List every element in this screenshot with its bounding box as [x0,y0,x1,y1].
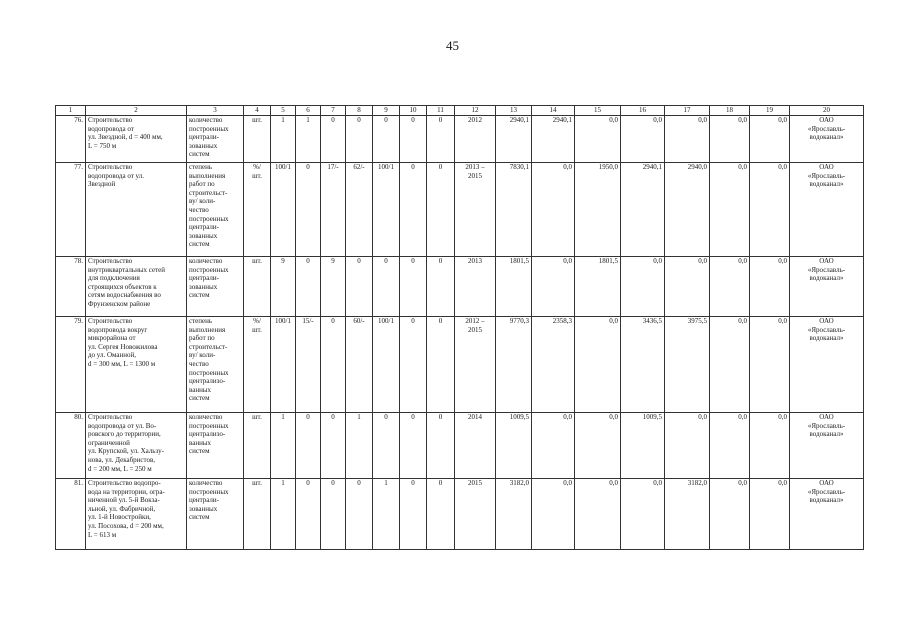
amount-15-cell: 0,0 [575,116,621,163]
value-11-cell: 0 [427,116,455,163]
value-10-cell: 0 [400,116,427,163]
value-6-cell: 0 [296,257,321,317]
column-number-cell: 17 [665,106,710,116]
value-6-cell: 1 [296,116,321,163]
indicator-name-cell: количество построенных централизо- ванных систем [187,413,244,479]
value-9-cell: 0 [373,257,400,317]
value-7-cell: 0 [321,479,346,550]
value-10-cell: 0 [400,479,427,550]
amount-total-cell: 2940,1 [496,116,532,163]
measure-name-cell: Строительство водопровода вокруг микрорайона от ул. Сергея Новожилова до ул. Оманной, d = 300 мм, L = 1300 м [86,317,187,413]
table-body [56,106,864,550]
value-5-cell: 9 [271,257,296,317]
column-number-cell: 9 [373,106,400,116]
period-cell: 2014 [455,413,496,479]
indicator-name-cell: степень выполнения работ по строительст- ву/ коли- чество построенных централи- зованных систем [187,163,244,257]
period-cell: 2013 [455,257,496,317]
column-number-cell: 16 [621,106,665,116]
amount-19-cell: 0,0 [750,163,790,257]
unit-cell: шт. [244,116,271,163]
amount-14-cell: 2940,1 [532,116,575,163]
amount-14-cell: 2358,3 [532,317,575,413]
measure-name-cell: Строительство водопро- вода на территории, огра- ниченной ул. 5-й Вокза- льной, ул. Фабричной, ул. 1-й Новостройки, ул. Посохова, d = 200 мм, L = 613 м [86,479,187,550]
amount-19-cell: 0,0 [750,413,790,479]
measure-name-cell: Строительство водопровода от ул. Звездной [86,163,187,257]
value-9-cell: 1 [373,479,400,550]
row-number-cell: 76. [56,116,86,163]
value-9-cell: 100/1 [373,163,400,257]
amount-16-cell: 2940,1 [621,163,665,257]
value-7-cell: 0 [321,116,346,163]
amount-19-cell: 0,0 [750,317,790,413]
column-number-cell: 5 [271,106,296,116]
indicator-name-cell: количество построенных централи- зованных систем [187,257,244,317]
column-number-cell: 7 [321,106,346,116]
value-5-cell: 100/1 [271,317,296,413]
amount-14-cell: 0,0 [532,479,575,550]
table-row [56,413,864,479]
amount-18-cell: 0,0 [710,317,750,413]
value-6-cell: 15/- [296,317,321,413]
column-number-cell: 4 [244,106,271,116]
measure-name-cell: Строительство внутриквартальных сетей для подключения строящихся объектов к сетям водоснабжения во Фрунзенском районе [86,257,187,317]
value-6-cell: 0 [296,163,321,257]
unit-cell: шт. [244,257,271,317]
value-10-cell: 0 [400,257,427,317]
amount-18-cell: 0,0 [710,479,750,550]
amount-18-cell: 0,0 [710,257,750,317]
value-5-cell: 1 [271,413,296,479]
amount-17-cell: 0,0 [665,257,710,317]
amount-15-cell: 0,0 [575,317,621,413]
table-row [56,479,864,550]
value-8-cell: 0 [346,257,373,317]
row-number-cell: 81. [56,479,86,550]
executor-cell: ОАО «Ярославль- водоканал» [790,413,864,479]
amount-15-cell: 1801,5 [575,257,621,317]
value-9-cell: 0 [373,413,400,479]
amount-total-cell: 9770,3 [496,317,532,413]
unit-cell: %/ шт. [244,163,271,257]
executor-cell: ОАО «Ярославль- водоканал» [790,257,864,317]
table-row [56,116,864,163]
period-cell: 2012 – 2015 [455,317,496,413]
value-9-cell: 100/1 [373,317,400,413]
value-10-cell: 0 [400,317,427,413]
amount-17-cell: 3975,5 [665,317,710,413]
value-7-cell: 0 [321,317,346,413]
period-cell: 2015 [455,479,496,550]
table-row [56,257,864,317]
amount-18-cell: 0,0 [710,413,750,479]
column-number-cell: 11 [427,106,455,116]
value-9-cell: 0 [373,116,400,163]
row-number-cell: 77. [56,163,86,257]
column-number-cell: 6 [296,106,321,116]
amount-17-cell: 0,0 [665,413,710,479]
amount-16-cell: 0,0 [621,257,665,317]
executor-cell: ОАО «Ярославль- водоканал» [790,479,864,550]
value-7-cell: 0 [321,413,346,479]
value-7-cell: 9 [321,257,346,317]
value-8-cell: 60/- [346,317,373,413]
measure-name-cell: Строительство водопровода от ул. Во- ровского до территории, ограниченной ул. Крупской, ул. Хальзу- нова, ул. Декабристов, d = 200 мм, L = 250 м [86,413,187,479]
indicator-name-cell: степень выполнения работ по строительст- ву/ коли- чество построенных централизо- ванных систем [187,317,244,413]
value-5-cell: 100/1 [271,163,296,257]
amount-19-cell: 0,0 [750,116,790,163]
page-number: 45 [446,38,459,53]
amount-18-cell: 0,0 [710,163,750,257]
column-number-cell: 15 [575,106,621,116]
measures-table [55,105,864,550]
value-8-cell: 0 [346,479,373,550]
column-number-cell: 19 [750,106,790,116]
column-number-cell: 12 [455,106,496,116]
column-number-row [56,106,864,116]
column-number-cell: 1 [56,106,86,116]
unit-cell: %/ шт. [244,317,271,413]
row-number-cell: 78. [56,257,86,317]
amount-total-cell: 7830,1 [496,163,532,257]
amount-14-cell: 0,0 [532,413,575,479]
amount-14-cell: 0,0 [532,257,575,317]
value-11-cell: 0 [427,479,455,550]
column-number-cell: 10 [400,106,427,116]
amount-19-cell: 0,0 [750,479,790,550]
value-11-cell: 0 [427,163,455,257]
amount-total-cell: 1009,5 [496,413,532,479]
amount-17-cell: 0,0 [665,116,710,163]
amount-15-cell: 1950,0 [575,163,621,257]
column-number-cell: 2 [86,106,187,116]
value-10-cell: 0 [400,413,427,479]
value-11-cell: 0 [427,413,455,479]
value-11-cell: 0 [427,257,455,317]
period-cell: 2012 [455,116,496,163]
column-number-cell: 13 [496,106,532,116]
column-number-cell: 14 [532,106,575,116]
value-10-cell: 0 [400,163,427,257]
amount-16-cell: 0,0 [621,116,665,163]
value-8-cell: 62/- [346,163,373,257]
value-11-cell: 0 [427,317,455,413]
table-row [56,317,864,413]
executor-cell: ОАО «Ярославль- водоканал» [790,163,864,257]
row-number-cell: 79. [56,317,86,413]
amount-17-cell: 2940,0 [665,163,710,257]
value-8-cell: 1 [346,413,373,479]
amount-total-cell: 1801,5 [496,257,532,317]
table-row [56,163,864,257]
amount-18-cell: 0,0 [710,116,750,163]
indicator-name-cell: количество построенных централи- зованных систем [187,479,244,550]
value-7-cell: 17/- [321,163,346,257]
value-6-cell: 0 [296,479,321,550]
value-5-cell: 1 [271,479,296,550]
measure-name-cell: Строительство водопровода от ул. Звездной, d = 400 мм, L = 750 м [86,116,187,163]
amount-14-cell: 0,0 [532,163,575,257]
amount-15-cell: 0,0 [575,479,621,550]
column-number-cell: 3 [187,106,244,116]
executor-cell: ОАО «Ярославль- водоканал» [790,317,864,413]
indicator-name-cell: количество построенных централи- зованных систем [187,116,244,163]
row-number-cell: 80. [56,413,86,479]
amount-16-cell: 3436,5 [621,317,665,413]
column-number-cell: 18 [710,106,750,116]
amount-total-cell: 3182,0 [496,479,532,550]
period-cell: 2013 – 2015 [455,163,496,257]
unit-cell: шт. [244,413,271,479]
unit-cell: шт. [244,479,271,550]
value-8-cell: 0 [346,116,373,163]
value-6-cell: 0 [296,413,321,479]
executor-cell: ОАО «Ярославль- водоканал» [790,116,864,163]
column-number-cell: 8 [346,106,373,116]
column-number-cell: 20 [790,106,864,116]
amount-16-cell: 1009,5 [621,413,665,479]
value-5-cell: 1 [271,116,296,163]
amount-17-cell: 3182,0 [665,479,710,550]
amount-19-cell: 0,0 [750,257,790,317]
amount-15-cell: 0,0 [575,413,621,479]
amount-16-cell: 0,0 [621,479,665,550]
